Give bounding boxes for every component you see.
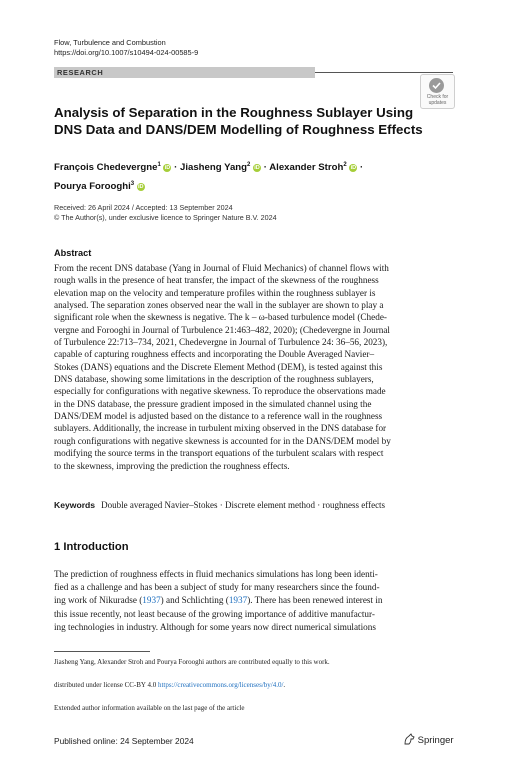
keywords-label: Keywords [54, 500, 96, 510]
footnote-contribution: Jiasheng Yang, Alexander Stroh and Pourya Forooghi authors are contributed equally to this work. [54, 658, 330, 666]
intro-text: ). There has been renewed interest in [247, 595, 383, 606]
orcid-icon[interactable]: iD [350, 165, 357, 172]
keywords-text: Double averaged Navier–Stokes · Discrete element method · roughness effects [101, 500, 386, 510]
published-date: Published online: 24 September 2024 [54, 736, 194, 746]
author-affiliation: 2 [247, 162, 251, 168]
intro-line [54, 594, 453, 607]
author-name[interactable]: Jiasheng Yang [180, 162, 248, 174]
abstract-line: significant role when the skewness is negative. The k – ω-based turbulence model (Chede- [54, 312, 387, 323]
author-affiliation: 3 [130, 181, 135, 188]
abstract-line: DANS/DEM model is adjusted based on the distance to a reference wall in the roughness [54, 411, 383, 422]
author-list [54, 157, 454, 195]
journal-name: Flow, Turbulence and Combustion [54, 38, 166, 47]
author-name[interactable]: Alexander Stroh [269, 162, 344, 174]
license-text: distributed under license CC-BY 4.0 [54, 681, 158, 689]
abstract-line: sublayers. Additionally, the increase in turbulent mixing observed in the DNS database for [54, 423, 387, 434]
license-suffix: . [283, 681, 286, 689]
abstract-heading: Abstract [54, 248, 92, 258]
abstract-line: rough configurations with negative skewness is accounted for in the DANS/DEM model by [54, 435, 391, 446]
abstract-line: From the recent DNS database (Yang in Journal of Fluid Mechanics) of channel flows with [54, 263, 389, 273]
abstract-line: capable of capturing roughness effects and incorporating the Double Averaged Navier– [54, 349, 375, 360]
article-dates [54, 203, 277, 223]
abstract-line: especially for configurations with negative skewness. To reproduce the observations made [54, 386, 386, 397]
abstract-line: Stokes (DANS) equations and the Discrete Element Method (DEM), is tested against this [54, 361, 383, 372]
check-updates-icon [429, 78, 444, 93]
intro-line: ing technologies in industry. Although for some years now direct numerical simulations [54, 621, 376, 632]
orcid-icon[interactable]: iD [138, 184, 144, 191]
intro-line: fied as a challenge and has been a subject of study for many researchers since the found- [54, 582, 380, 593]
section-heading-introduction: 1 Introduction [54, 541, 129, 553]
footnote-author-info: Extended author information available on the last page of the article [54, 704, 245, 712]
abstract-line: in the DNS database, the pressure gradient imposed in the simulated channel using the [54, 398, 372, 409]
abstract-line: analysed. The separation zones observed near the wall in the sublayer are shown to play a [54, 300, 384, 311]
citation-link[interactable]: 1937 [228, 595, 248, 606]
publisher-logo [403, 733, 454, 746]
springer-horse-icon [403, 733, 415, 745]
intro-line: this issue recently, not least because of the growing importance of additive manufactur- [54, 608, 375, 619]
header-rule [315, 72, 453, 73]
author-separator: · [263, 162, 267, 174]
abstract-line: DNS database, showing some limitations in the description of the roughness sublayers, [54, 374, 374, 385]
journal-doi[interactable]: https://doi.org/10.1007/s10494-024-00585-9 [54, 48, 199, 57]
check-for-updates-badge[interactable] [420, 74, 455, 109]
orcid-icon[interactable]: iD [254, 165, 260, 172]
footnote-rule [54, 651, 150, 652]
abstract-line: to the skewness, improving the prediction the roughness effects. [54, 460, 290, 471]
license-link[interactable]: https://creativecommons.org/licenses/by/4.0/ [157, 681, 284, 689]
footnote-license [54, 681, 474, 689]
abstract-line: rough walls in the presence of heat transfer, the impact of the skewness of the roughness [54, 275, 379, 286]
abstract-body [54, 262, 453, 472]
abstract-line: elevation map on the velocity and temperature profiles within the roughness sublayer is [54, 287, 376, 298]
section-label: RESEARCH [57, 68, 104, 77]
journal-header [54, 38, 198, 58]
author-affiliation: 1 [157, 162, 161, 168]
badge-line1: Check for [426, 94, 449, 100]
author-separator: · [360, 162, 364, 174]
publisher-name: Springer [417, 735, 454, 746]
abstract-line: vergne and Forooghi in Journal of Turbulence 21:463–482, 2020); (Chedevergne in Journal [54, 324, 390, 335]
citation-link[interactable]: 1937 [142, 595, 161, 606]
intro-text: ing work of Nikuradse ( [54, 595, 143, 606]
paper-title: Analysis of Separation in the Roughness Sublayer Using DNS Data and DANS/DEM Modelling of Roughness Effects [54, 105, 423, 137]
abstract-line: modifying the source terms in the transport equations of the turbulent scalars with respect [54, 448, 384, 459]
intro-line: The prediction of roughness effects in fluid mechanics simulations has long been identi- [54, 569, 378, 579]
author-affiliation: 2 [343, 162, 347, 168]
keywords [54, 500, 385, 510]
badge-line2: updates [428, 100, 447, 106]
intro-text: ) and Schlichting ( [160, 595, 229, 606]
copyright-line: © The Author(s), under exclusive licence to Springer Nature B.V. 2024 [54, 213, 277, 222]
abstract-line: of Turbulence 22:713–734, 2021, Chedevergne in Journal of Turbulence 24: 36–56, 2023), [54, 337, 388, 348]
received-accepted: Received: 26 April 2024 / Accepted: 13 September 2024 [54, 203, 233, 212]
author-separator: · [174, 162, 178, 174]
introduction-body [54, 568, 453, 634]
orcid-icon[interactable]: iD [164, 165, 171, 172]
author-name[interactable]: Pourya Forooghi [54, 181, 131, 193]
author-name[interactable]: François Chedevergne [54, 162, 158, 174]
